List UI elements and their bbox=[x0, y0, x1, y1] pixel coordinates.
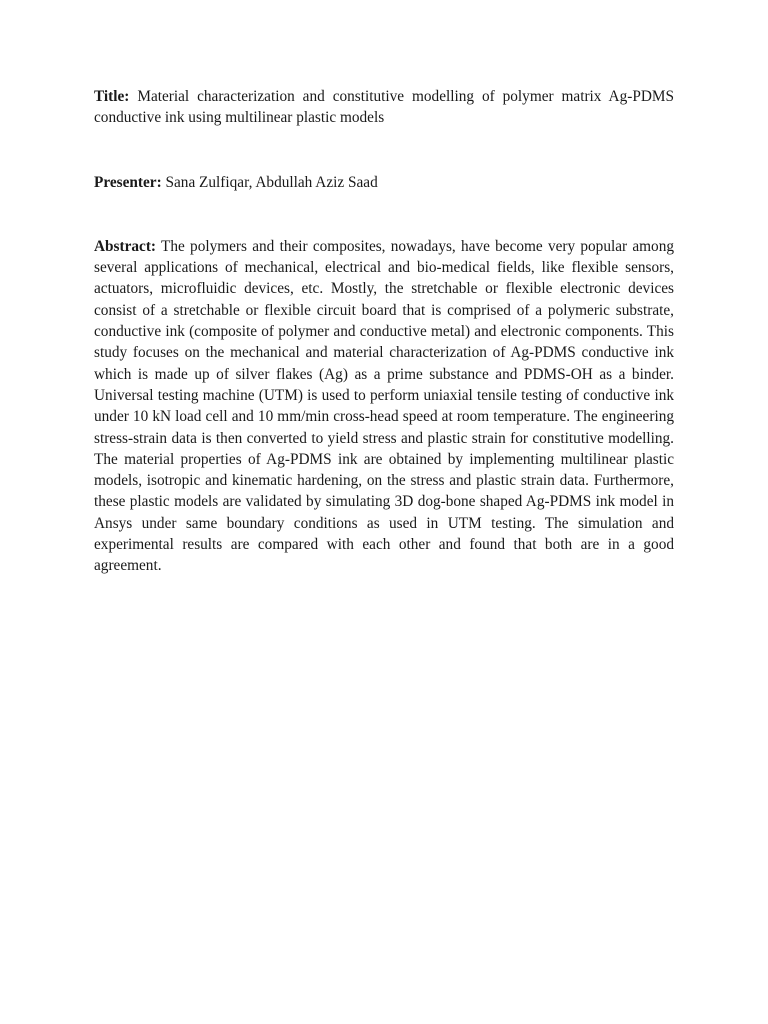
abstract-paragraph bbox=[94, 236, 674, 577]
presenter-text: Sana Zulfiqar, Abdullah Aziz Saad bbox=[165, 173, 378, 191]
title-paragraph bbox=[94, 86, 674, 129]
document-page bbox=[94, 86, 674, 577]
title-label: Title: bbox=[94, 88, 130, 105]
abstract-text: The polymers and their composites, nowadays, have become very popular among several applications of mechanical, electrical and bio-medical fields, like flexible sensors, actuators, microfluidic devices, etc. Mostly, the stretchable or flexible electronic devices consist of a stretchable or flexible circuit board that is comprised of a polymeric substrate, conductive ink (composite of polymer and conductive metal) and electronic components. This study focuses on the mechanical and material characterization of Ag-PDMS conductive ink which is made up of silver flakes (Ag) as a prime substance and PDMS-OH as a binder. Universal testing machine (UTM) is used to perform uniaxial tensile testing of conductive ink under 10 kN load cell and 10 mm/min cross-head speed at room temperature. The engineering stress-strain data is then converted to yield stress and plastic strain for constitutive modelling. The material properties of Ag-PDMS ink are obtained by implementing multilinear plastic models, isotropic and kinematic hardening, on the stress and plastic strain data. Furthermore, these plastic models are validated by simulating 3D dog-bone shaped Ag-PDMS ink model in Ansys under same boundary conditions as used in UTM testing. The simulation and experimental results are compared with each other and found that both are in a good agreement. bbox=[94, 237, 674, 575]
title-text: Material characterization and constitutive modelling of polymer matrix Ag-PDMS conductive ink using multilinear plastic models bbox=[94, 88, 674, 127]
abstract-label: Abstract: bbox=[94, 237, 157, 255]
presenter-label: Presenter: bbox=[94, 173, 162, 191]
presenter-paragraph bbox=[94, 172, 674, 193]
